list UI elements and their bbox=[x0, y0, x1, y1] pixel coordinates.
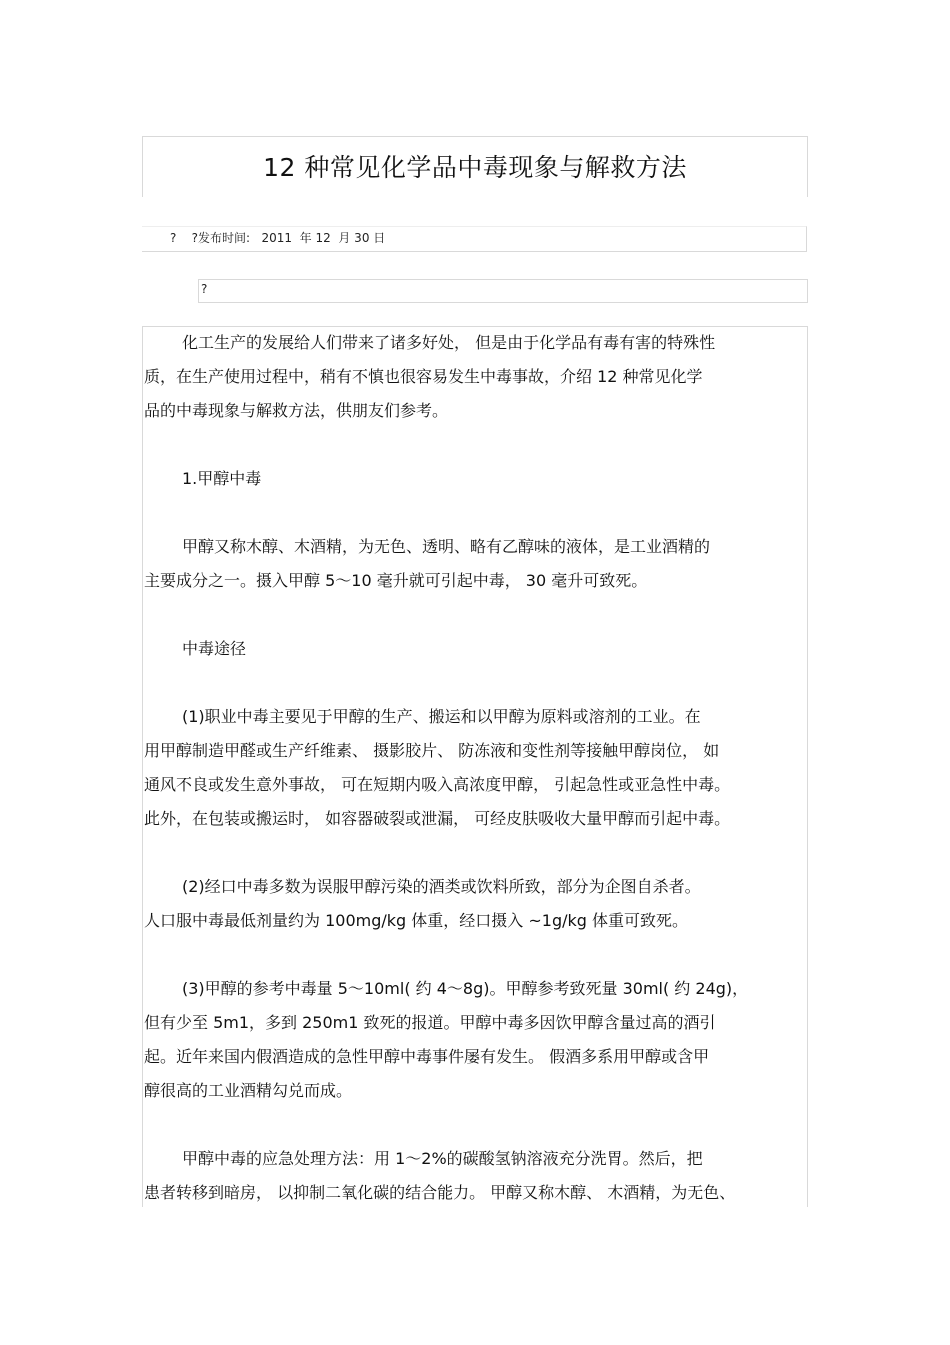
paragraph-1 bbox=[144, 530, 806, 598]
text-line: 人口服中毒最低剂量约为 100mg/kg 体重，经口摄入 ~1g/kg 体重可致死。 bbox=[144, 911, 688, 930]
text-line: 通风不良或发生意外事故， 可在短期内吸入高浓度甲醇， 引起急性或亚急性中毒。 bbox=[144, 775, 731, 794]
text-line: 但有少至 5m1，多到 250m1 致死的报道。甲醇中毒多因饮甲醇含量过高的酒引 bbox=[144, 1013, 716, 1032]
text-line: 主要成分之一。摄入甲醇 5～10 毫升就可引起中毒， 30 毫升可致死。 bbox=[144, 571, 648, 590]
page-title: 12 种常见化学品中毒现象与解救方法 bbox=[263, 153, 687, 182]
text-line: (1)职业中毒主要见于甲醇的生产、搬运和以甲醇为原料或溶剂的工业。在 bbox=[182, 707, 701, 726]
paragraph-2 bbox=[144, 700, 806, 836]
paragraph-4 bbox=[144, 972, 806, 1108]
text-line: 醇很高的工业酒精勾兑而成。 bbox=[144, 1081, 353, 1100]
publish-date: ? ?发布时间: 2011 年 12 月 30 日 bbox=[170, 231, 386, 245]
paragraph-3 bbox=[144, 870, 806, 938]
route-heading bbox=[144, 632, 806, 666]
text-line: 此外，在包装或搬运时， 如容器破裂或泄漏， 可经皮肤吸收大量甲醇而引起中毒。 bbox=[144, 809, 731, 828]
section-title: 1.甲醇中毒 bbox=[182, 469, 262, 488]
intro-paragraph bbox=[144, 326, 806, 428]
text-line: (3)甲醇的参考中毒量 5～10ml( 约 4～8g)。甲醇参考致死量 30ml( 约 24g)， bbox=[182, 979, 749, 998]
section-heading bbox=[144, 462, 806, 496]
text-line: 患者转移到暗房， 以抑制二氧化碳的结合能力。 甲醇又称木醇、 木酒精，为无色、 bbox=[144, 1183, 736, 1202]
text-line: 质，在生产使用过程中，稍有不慎也很容易发生中毒事故，介绍 12 种常见化学 bbox=[144, 367, 703, 386]
article-body bbox=[144, 326, 806, 1210]
text-line: 起。近年来国内假酒造成的急性甲醇中毒事件屡有发生。 假酒多系用甲醇或含甲 bbox=[144, 1047, 710, 1066]
route-title: 中毒途径 bbox=[182, 639, 247, 658]
text-line: (2)经口中毒多数为误服甲醇污染的酒类或饮料所致，部分为企图自杀者。 bbox=[182, 877, 701, 896]
text-line: 化工生产的发展给人们带来了诸多好处， 但是由于化学品有毒有害的特殊性 bbox=[182, 333, 716, 352]
text-line: 用甲醇制造甲醛或生产纤维素、 摄影胶片、 防冻液和变性剂等接触甲醇岗位， 如 bbox=[144, 741, 720, 760]
mark-frame bbox=[198, 279, 808, 303]
paragraph-5 bbox=[144, 1142, 806, 1210]
text-line: 甲醇又称木醇、木酒精，为无色、透明、略有乙醇味的液体，是工业酒精的 bbox=[182, 537, 711, 556]
text-line: 品的中毒现象与解救方法，供朋友们参考。 bbox=[144, 401, 449, 420]
placeholder-mark: ? bbox=[201, 282, 208, 296]
text-line: 甲醇中毒的应急处理方法：用 1～2%的碳酸氢钠溶液充分洗胃。然后，把 bbox=[182, 1149, 703, 1168]
